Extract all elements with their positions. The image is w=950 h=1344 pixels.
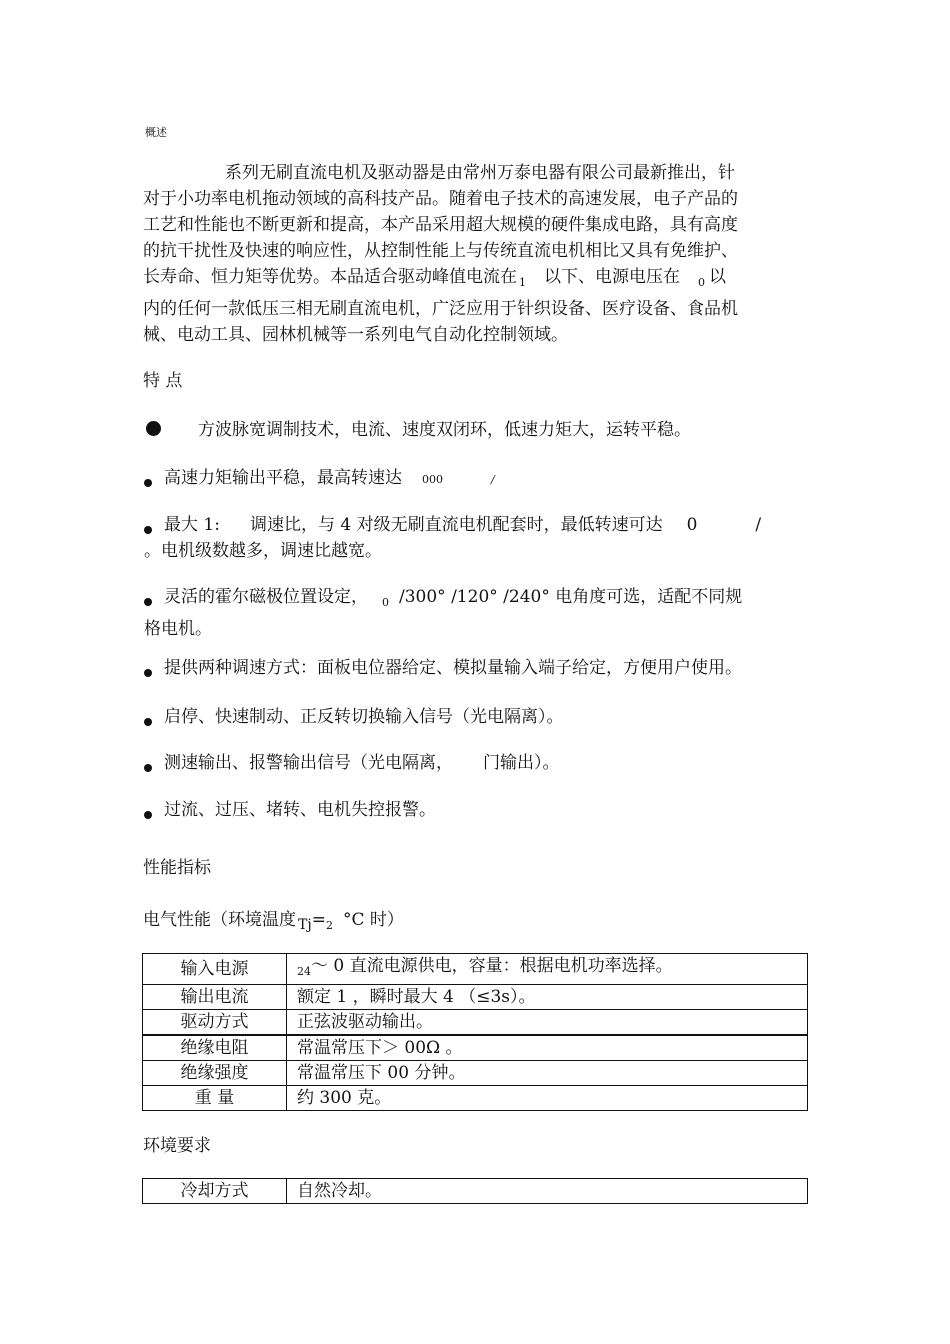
spec-key: 驱动方式 [143, 1010, 287, 1036]
feature-item-5 [144, 655, 814, 681]
intro-line-2: 对于小功率电机拖动领域的高科技产品。随着电子技术的高速发展，电子产品的 [143, 189, 738, 209]
feature-3-unit: / [755, 515, 762, 535]
bullet-icon [144, 718, 152, 726]
intro-series-name: 系 [225, 163, 242, 183]
feature-item-8 [144, 797, 814, 823]
temperature-value: 2 [325, 919, 333, 932]
table-row [143, 1010, 808, 1036]
spec-value-sub: 24 [297, 965, 311, 978]
intro-line-5-b: 以下、电源电压在 [544, 267, 680, 287]
spec-value: 正弦波驱动输出。 [287, 1010, 808, 1036]
temperature-unit: °C 时） [342, 910, 404, 930]
feature-8-text: 过流、过压、堵转、电机失控报警。 [164, 800, 436, 820]
intro-line-7: 械、电动工具、园林机械等一系列电气自动化控制领域。 [143, 325, 568, 345]
feature-4-line-1 [144, 584, 814, 616]
spec-value: 自然冷却。 [287, 1179, 808, 1204]
feature-item-3 [144, 512, 814, 564]
spec-value [287, 954, 808, 985]
spec-value: 常温常压下＞ 00Ω 。 [287, 1035, 808, 1061]
spec-key: 输入电源 [143, 954, 287, 985]
feature-2-speed: 000 [422, 473, 443, 486]
spec-key: 重 量 [143, 1086, 287, 1111]
intro-line-1-text: 列无刷直流电机及驱动器是由常州万泰电器有限公司最新推出，针 [242, 163, 735, 183]
electrical-heading [143, 905, 404, 933]
feature-2-unit: / [491, 473, 495, 486]
bullet-icon [144, 598, 152, 606]
feature-4-angle-0: 0 [382, 596, 389, 609]
intro-paragraph [143, 160, 813, 348]
feature-item-4 [144, 584, 814, 642]
spec-key: 绝缘强度 [143, 1061, 287, 1086]
feature-3-min-speed: 0 [686, 515, 698, 535]
bullet-icon [144, 479, 152, 487]
table-row [143, 954, 808, 985]
feature-3-line-1 [144, 512, 814, 538]
feature-3-text: 调速比，与 4 对级无刷直流电机配套时，最低转速可达 [249, 515, 663, 535]
intro-line-1 [143, 160, 813, 186]
feature-4-line-2: 格电机。 [144, 619, 212, 639]
section-label-overview: 概述 [145, 126, 167, 139]
environment-spec-table [142, 1178, 808, 1204]
feature-5-text: 提供两种调速方式：面板电位器给定、模拟量输入端子给定，方便用户使用。 [164, 658, 742, 678]
bullet-icon [144, 811, 152, 819]
intro-peak-current-value: 1 [519, 276, 526, 289]
spec-key: 输出电流 [143, 985, 287, 1010]
feature-6-text: 启停、快速制动、正反转切换输入信号（光电隔离）。 [164, 707, 564, 727]
feature-4-angles: /300° /120° /240° 电角度可选，适配不同规 [399, 587, 743, 607]
table-row [143, 985, 808, 1010]
feature-item-1: 方波脉宽调制技术，电流、速度双闭环，低速力矩大，运转平稳。 [198, 420, 691, 440]
intro-line-3: 工艺和性能也不断更新和提高，本产品采用超大规模的硬件集成电路，具有高度 [143, 215, 738, 235]
temperature-symbol: Tj [298, 917, 312, 933]
equals-sign: = [311, 910, 326, 930]
feature-3-line-2: 。电机级数越多，调速比越宽。 [144, 541, 382, 561]
feature-7-output: 门输出）。 [483, 753, 560, 773]
intro-voltage-value: 0 [698, 276, 705, 289]
feature-item-6 [144, 704, 814, 730]
intro-line-5-c: 以 [709, 267, 726, 287]
spec-key: 冷却方式 [143, 1179, 287, 1204]
feature-item-7 [144, 750, 814, 776]
intro-line-6: 内的任何一款低压三相无刷直流电机，广泛应用于针织设备、医疗设备、食品机 [143, 299, 738, 319]
bullet-icon [144, 669, 152, 677]
feature-4-text: 灵活的霍尔磁极位置设定， [164, 587, 368, 607]
spec-value-text: ～ 0 直流电源供电，容量：根据电机功率选择。 [311, 956, 673, 976]
intro-line-5 [143, 264, 813, 296]
spec-value: 额定 1 ，瞬时最大 4 （≤3s）。 [287, 985, 808, 1010]
table-row [143, 1035, 808, 1061]
bullet-icon [144, 764, 152, 772]
intro-line-5-a: 长寿命、恒力矩等优势。本品适合驱动峰值电流在 [143, 267, 517, 287]
spec-value: 约 300 克。 [287, 1086, 808, 1111]
spec-value: 常温常压下 00 分钟。 [287, 1061, 808, 1086]
feature-3-ratio: 最大 1: [164, 515, 220, 535]
feature-item-2 [144, 465, 814, 493]
table-row [143, 1086, 808, 1111]
spec-key: 绝缘电阻 [143, 1035, 287, 1061]
table-row [143, 1179, 808, 1204]
performance-heading: 性能指标 [143, 858, 211, 878]
intro-line-4: 的抗干扰性及快速的响应性，从控制性能上与传统直流电机相比又具有免维护、 [143, 241, 738, 261]
table-row [143, 1061, 808, 1086]
feature-2-text: 高速力矩输出平稳，最高转速达 [164, 468, 402, 488]
electrical-heading-text: 电气性能（环境温度 [143, 910, 296, 930]
features-heading: 特 点 [143, 371, 183, 391]
bullet-icon [144, 526, 152, 534]
environment-heading: 环境要求 [143, 1136, 211, 1156]
electrical-spec-table [142, 953, 808, 1111]
bullet-icon-large [146, 421, 161, 436]
feature-7-text: 测速输出、报警输出信号（光电隔离， [164, 753, 453, 773]
